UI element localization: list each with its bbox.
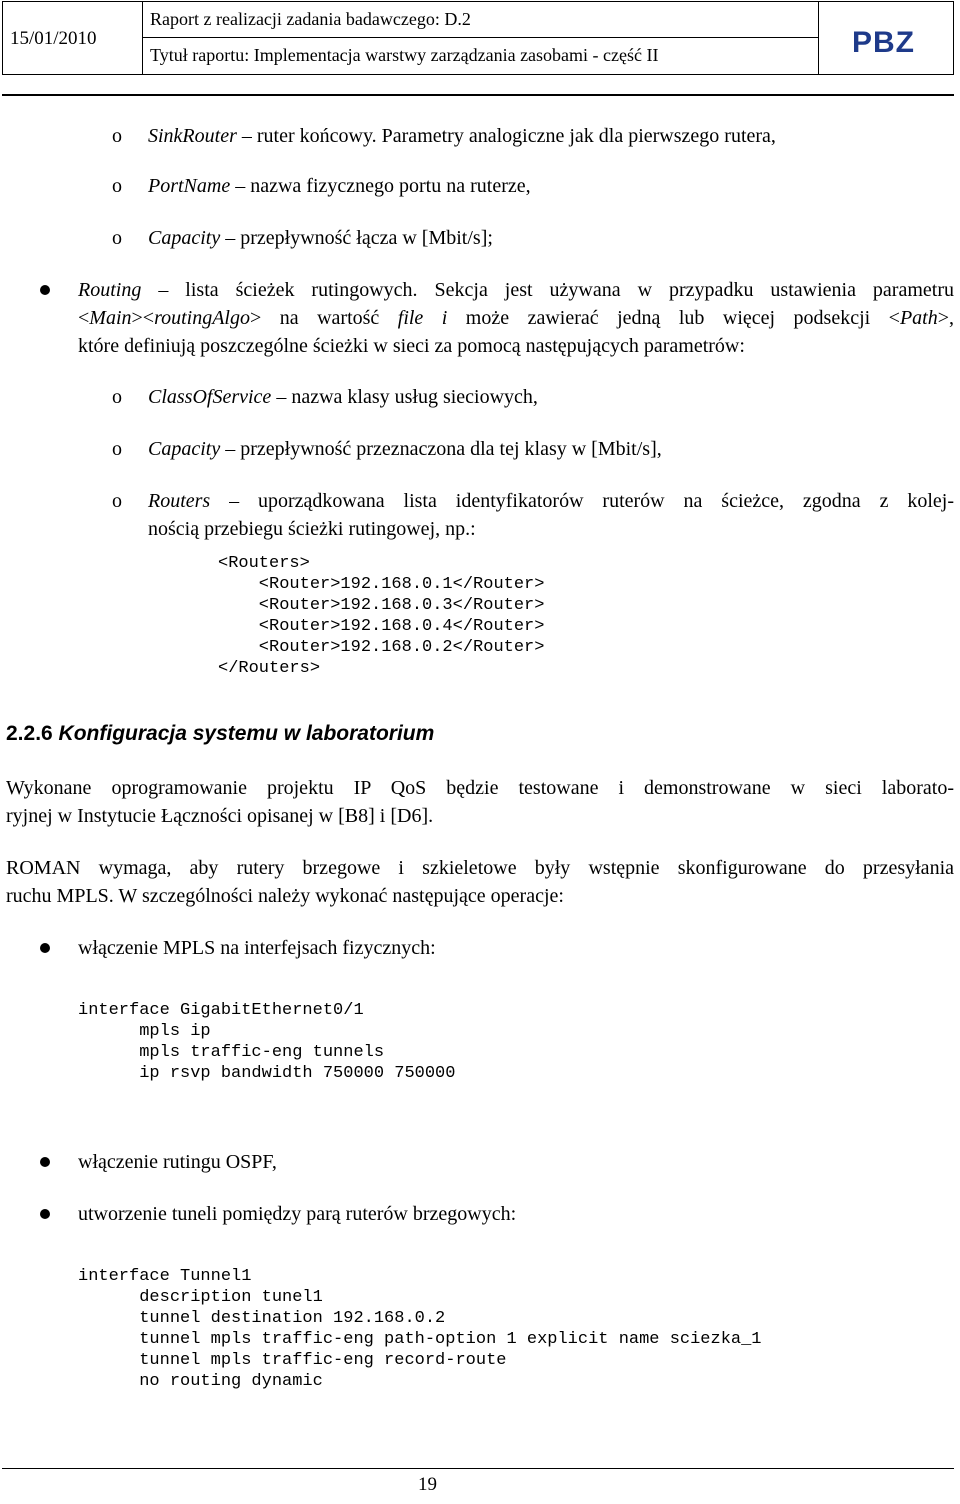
pbz-logo: PBZ [852,26,915,59]
footer-rule [2,1468,954,1469]
list-item: Capacity – przepływność przeznaczona dla tej klasy w [Mbit/s], [148,438,662,460]
paragraph-line: <Main><routingAlgo> na wartość file i może zawierać jedną lub więcej podsekcji <Path>, [78,307,955,329]
list-item: włączenie MPLS na interfejsach fizycznych: [78,937,436,959]
sub-bullet: o [112,386,122,408]
header-title-line: Tytuł raportu: Implementacja warstwy zarządzania zasobami - część II [150,45,659,65]
paragraph-line: Routing – lista ścieżek rutingowych. Sekcja jest używana w przypadku ustawienia parametru [78,279,954,301]
sub-bullet: o [112,125,122,147]
bullet-dot [40,285,50,295]
paragraph-line: ryjnej w Instytucie Łączności opisanej w [B8] i [D6]. [6,805,434,827]
list-item: Capacity – przepływność łącza w [Mbit/s]; [148,227,493,249]
header-divider [142,37,818,38]
code-block-routers: <Routers> <Router>192.168.0.1</Router> <Router>192.168.0.3</Router> <Router>192.168.0.4</Router> <Router>192.168.0.2</Router> </Routers> [218,554,545,678]
list-item-continued: nością przebiegu ścieżki rutingowej, np.: [148,518,476,540]
section-heading: 2.2.6 Konfiguracja systemu w laboratorium [6,722,435,745]
sub-bullet: o [112,227,122,249]
header-rule [2,94,954,96]
code-block-interface: interface GigabitEthernet0/1 mpls ip mpls traffic-eng tunnels ip rsvp bandwidth 750000 750000 [78,1001,456,1083]
paragraph-line: ROMAN wymaga, aby rutery brzegowe i szkieletowe były wstępnie skonfigurowane do przesyłania [6,857,954,879]
sub-bullet: o [112,490,122,512]
list-item: włączenie rutingu OSPF, [78,1151,277,1173]
paragraph-line: ruchu MPLS. W szczególności należy wykonać następujące operacje: [6,885,564,907]
header-report-line: Raport z realizacji zadania badawczego: D.2 [150,9,471,29]
list-item: utworzenie tuneli pomiędzy parą ruterów brzegowych: [78,1203,517,1225]
sub-bullet: o [112,175,122,197]
bullet-dot [40,1157,50,1167]
header-date: 15/01/2010 [10,28,97,49]
sub-bullet: o [112,438,122,460]
paragraph-line: które definiują poszczególne ścieżki w sieci za pomocą następujących parametrów: [78,335,745,357]
list-item: PortName – nazwa fizycznego portu na ruterze, [148,175,531,197]
list-item: Routers – uporządkowana lista identyfikatorów ruterów na ścieżce, zgodna z kolej- [148,490,954,512]
code-block-tunnel: interface Tunnel1 description tunel1 tunnel destination 192.168.0.2 tunnel mpls traffic-eng path-option 1 explicit name sciezka_1 tunnel mpls traffic-eng record-route no routing dynamic [78,1267,762,1391]
bullet-dot [40,943,50,953]
header-divider [142,1,143,75]
header-divider [818,1,819,75]
page-number: 19 [418,1474,437,1495]
list-item: ClassOfService – nazwa klasy usług sieciowych, [148,386,538,408]
paragraph-line: Wykonane oprogramowanie projektu IP QoS będzie testowane i demonstrowane w sieci laborato- [6,777,954,799]
list-item: SinkRouter – ruter końcowy. Parametry analogiczne jak dla pierwszego rutera, [148,125,776,147]
bullet-dot [40,1209,50,1219]
